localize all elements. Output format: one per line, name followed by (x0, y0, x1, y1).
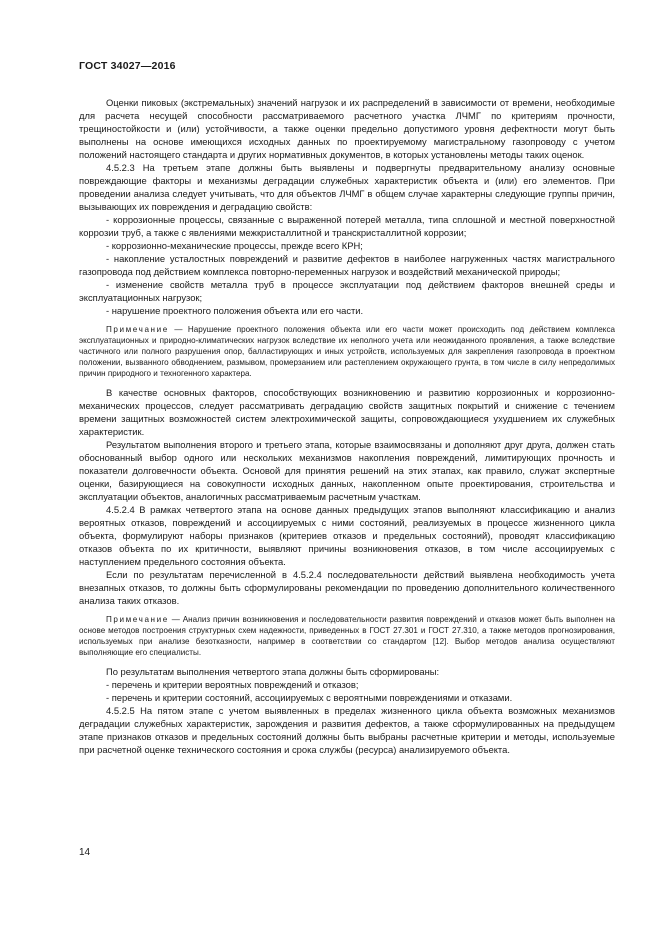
paragraph: По результатам выполнения четвертого этапа должны быть сформированы: (106, 666, 440, 677)
paragraph: Оценки пиковых (экстремальных) значений нагрузок и их распределений в зависимости от времени, необходимые для расчета несущей способности рассматриваемого расчетного участка ЛЧМГ по критериям прочности, трещиностойкости и (или) устойчивости, а также оценки предельно допустимого уровня дефектности могут быть выполнены на основе имеющихся исходных данных по проектируемому магистральному газопроводу с учетом положений настоящего стандарта и других нормативных документов, в которых установлены методы таких оценок. (79, 97, 615, 160)
list-item: - коррозионно-механические процессы, прежде всего КРН; (106, 240, 363, 251)
list-item: - накопление усталостных повреждений и развитие дефектов в наиболее нагруженных частях магистрального газопровода под действием комплекса повторно-переменных нагрузок и воздействий механической природы; (79, 253, 615, 277)
list-item: - коррозионные процессы, связанные с выраженной потерей металла, типа сплошной и местной поверхностной коррозии труб, а также с явлениями межкристаллитной и транскристаллитной коррозии; (79, 214, 615, 238)
paragraph: 4.5.2.3 На третьем этапе должны быть выявлены и подвергнуты предварительному анализу основные повреждающие факторы и механизмы деградации служебных характеристик объекта и (или) его элементов. При проведении анализа следует учитывать, что для объектов ЛЧМГ в общем случае характерны следующие группы причин, вызывающих их повреждения и деградацию свойств: (79, 162, 615, 212)
paragraph: В качестве основных факторов, способствующих возникновению и развитию коррозионных и коррозионно-механических процессов, следует рассматривать деградацию свойств защитных покрытий и снижение с течением времени защитных возможностей систем электрохимической защиты, сопровождающиеся ухудшением их служебных характеристик. (79, 387, 615, 437)
note-text: — Анализ причин возникновения и последовательности развития повреждений и отказов может быть выполнен на основе методов построения структурных схем надежности, приведенных в ГОСТ 27.301 и ГОСТ 27.310, а также методов прогнозирования, используемых при анализе безотказности, например в соответствии со стандартом [12]. Выбор методов анализа осуществляют выполняющие его специалисты. (79, 615, 615, 657)
document-body (79, 96, 615, 756)
note-label: Примечание (106, 615, 169, 624)
page-number: 14 (79, 847, 91, 858)
note-label: Примечание (106, 325, 169, 334)
note (79, 614, 615, 658)
paragraph: 4.5.2.4 В рамках четвертого этапа на основе данных предыдущих этапов выполняют классификацию и анализ вероятных отказов, повреждений и ассоциируемых с ними состояний, реализуемых в процессе жизненного цикла объекта, формулируют наборы признаков (критериев отказов и предельных состояний), проводят классификацию отказов объекта по их критичности, выявляют причины возникновения отказов, в том числе ассоциируемых с наступлением предельного состояния объекта. (79, 504, 615, 567)
paragraph: Результатом выполнения второго и третьего этапа, которые взаимосвязаны и дополняют друг друга, должен стать обоснованный выбор одного или нескольких механизмов накопления повреждений, лимитирующих прочность и показатели долговечности объекта. Основой для принятия решений на этих этапах, как правило, служат экспертные оценки, базирующиеся на совокупности исходных данных, накопленном опыте проектирования, строительства и эксплуатации объектов, аналогичных рассматриваемым расчетным участкам. (79, 439, 615, 502)
list-item: - перечень и критерии состояний, ассоциируемых с вероятными повреждениями и отказами. (106, 692, 513, 703)
paragraph: Если по результатам перечисленной в 4.5.2.4 последовательности действий выявлена необходимость учета внезапных отказов, то должны быть сформулированы рекомендации по проведению дополнительного количественного анализа таких отказов. (79, 569, 615, 606)
note-text: — Нарушение проектного положения объекта или его части может происходить под действием комплекса эксплуатационных и природно-климатических нагрузок вследствие их неполного учета или неожиданного проявления, а также вследствие частичного или полного разрушения опор, балластирующих и иных устройств, используемых для закрепления газопровода в проектном положении, вызванного обводнением, размывом, промерзанием или растеплением окружающего грунта, в том числе в силу непредолимых причин природного и техногенного характера. (79, 325, 615, 378)
paragraph: 4.5.2.5 На пятом этапе с учетом выявленных в пределах жизненного цикла объекта возможных механизмов деградации служебных характеристик, зарождения и развития дефектов, а также сформулированных на предыдущем этапе признаков отказов и предельных состояний должны быть выбраны расчетные критерии и методы, используемые при расчетной оценке технического состояния и срока службы (ресурса) анализируемого объекта. (79, 705, 615, 755)
list-item: - перечень и критерии вероятных повреждений и отказов; (106, 679, 359, 690)
document-header: ГОСТ 34027—2016 (79, 60, 176, 72)
list-item: - изменение свойств металла труб в процессе эксплуатации под действием факторов внешней среды и эксплуатационных нагрузок; (79, 279, 615, 303)
list-item: - нарушение проектного положения объекта или его части. (106, 305, 364, 316)
note (79, 324, 615, 379)
